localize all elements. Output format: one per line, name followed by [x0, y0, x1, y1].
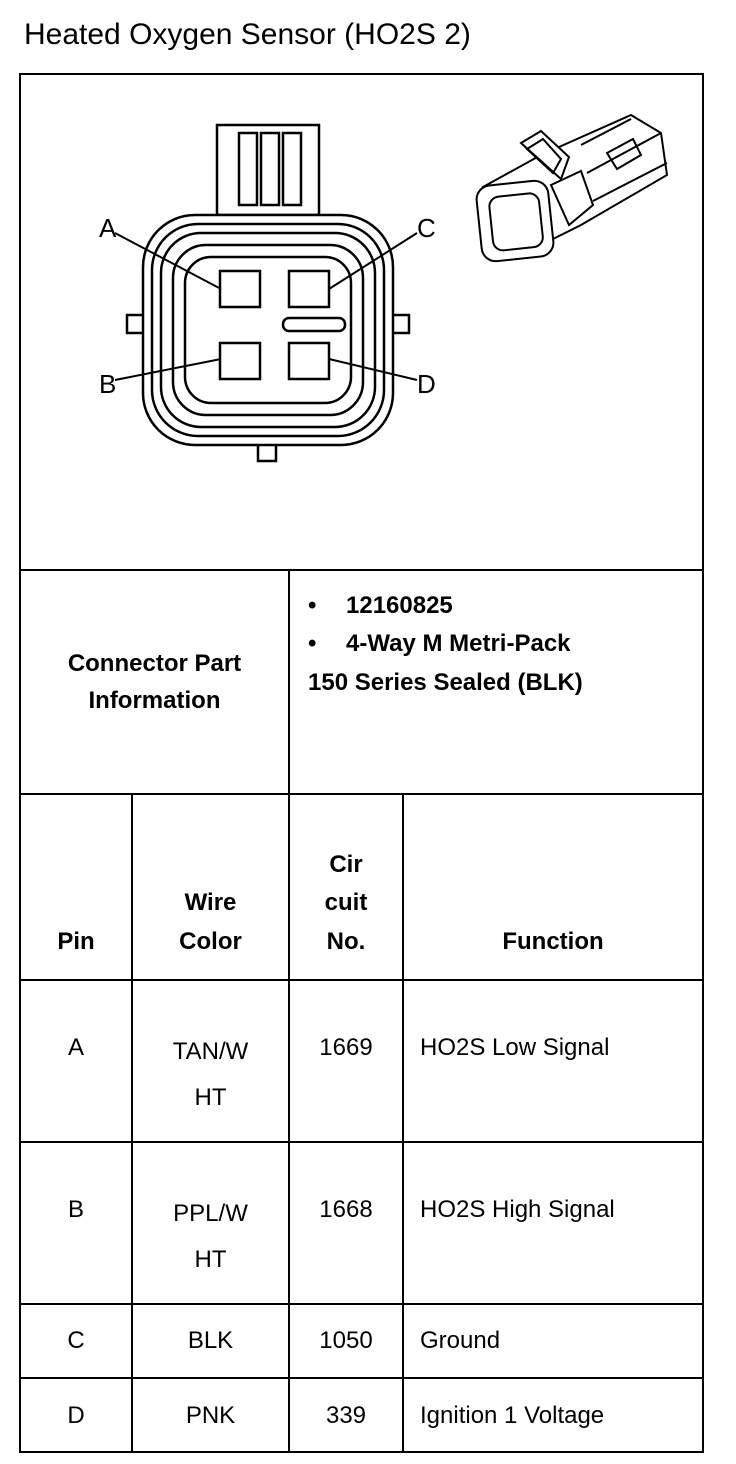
connector-part-label-line2: Information — [88, 687, 221, 714]
header-pin-label: Pin — [57, 927, 95, 955]
pin-value: B — [67, 1196, 84, 1223]
table-row-b-circuit — [290, 1143, 402, 1303]
pin-value: D — [67, 1401, 85, 1429]
connector-illustration — [475, 115, 667, 263]
header-wire-color-line2: Color — [179, 927, 242, 955]
connector-description-line2: 150 Series Sealed (BLK) — [308, 668, 583, 696]
connector-part-label-line1: Connector Part — [67, 649, 242, 677]
pin-label-b: B — [99, 369, 117, 399]
page-title: Heated Oxygen Sensor (HO2S 2) — [24, 18, 471, 51]
table-row-c-pin — [21, 1305, 131, 1377]
table-row-a-pin — [21, 981, 131, 1141]
circuit-value: 339 — [325, 1401, 367, 1429]
pin-label-a: A — [99, 213, 117, 243]
header-wire-color-line1: Wire — [184, 889, 237, 917]
header-function — [404, 795, 702, 979]
wire-color-line1: PPL/W — [173, 1200, 248, 1227]
bullet: • — [308, 592, 317, 619]
table-row-b-pin — [21, 1143, 131, 1303]
header-circuit-line2: cuit — [324, 889, 368, 917]
table-row-d-circuit — [290, 1379, 402, 1453]
header-circuit-line3: No. — [326, 927, 366, 955]
wire-color-line2: HT — [194, 1083, 227, 1111]
wire-color-line1: PNK — [185, 1401, 236, 1429]
table-row-a-wire — [133, 981, 288, 1141]
wire-color-line1: BLK — [187, 1326, 234, 1354]
bullet: • — [308, 630, 317, 658]
header-wire-color — [133, 795, 288, 979]
housing-outer — [143, 215, 393, 445]
pin-value: C — [67, 1326, 85, 1354]
connector-part-info — [308, 587, 583, 702]
header-circuit — [290, 795, 402, 979]
part-number: 12160825 — [346, 592, 453, 619]
circuit-value: 1669 — [319, 1034, 373, 1061]
table-row-c-wire — [133, 1305, 288, 1377]
divider — [288, 571, 290, 793]
function-value: HO2S High Signal — [420, 1196, 615, 1223]
function-value: Ignition 1 Voltage — [420, 1401, 605, 1429]
table-row-d-pin — [21, 1379, 131, 1453]
table-row-c-function — [404, 1305, 702, 1377]
connector-part-label — [21, 571, 288, 793]
table-row-a-circuit — [290, 981, 402, 1141]
function-value: Ground — [420, 1326, 501, 1354]
table-row-d-function — [404, 1379, 702, 1453]
circuit-value: 1668 — [319, 1196, 373, 1223]
connector-description-line1: 4-Way M Metri-Pack — [346, 630, 571, 658]
circuit-value: 1050 — [319, 1326, 373, 1354]
table-row-b-function — [404, 1143, 702, 1303]
table-row-b-wire — [133, 1143, 288, 1303]
header-pin — [21, 795, 131, 979]
table-row-a-function — [404, 981, 702, 1141]
table-row-d-wire — [133, 1379, 288, 1453]
function-value: HO2S Low Signal — [420, 1034, 610, 1061]
header-circuit-line1: Cir — [329, 850, 363, 878]
wire-color-line2: HT — [194, 1245, 227, 1273]
table-row-c-circuit — [290, 1305, 402, 1377]
pin-label-c: C — [417, 213, 436, 243]
wire-color-line1: TAN/W — [172, 1038, 249, 1065]
pin-label-d: D — [417, 369, 436, 399]
connector-face-diagram — [21, 75, 702, 569]
latch-outline — [217, 125, 319, 215]
connector-sheet — [19, 73, 704, 1453]
pin-value: A — [67, 1034, 84, 1061]
header-function-label: Function — [502, 927, 604, 955]
